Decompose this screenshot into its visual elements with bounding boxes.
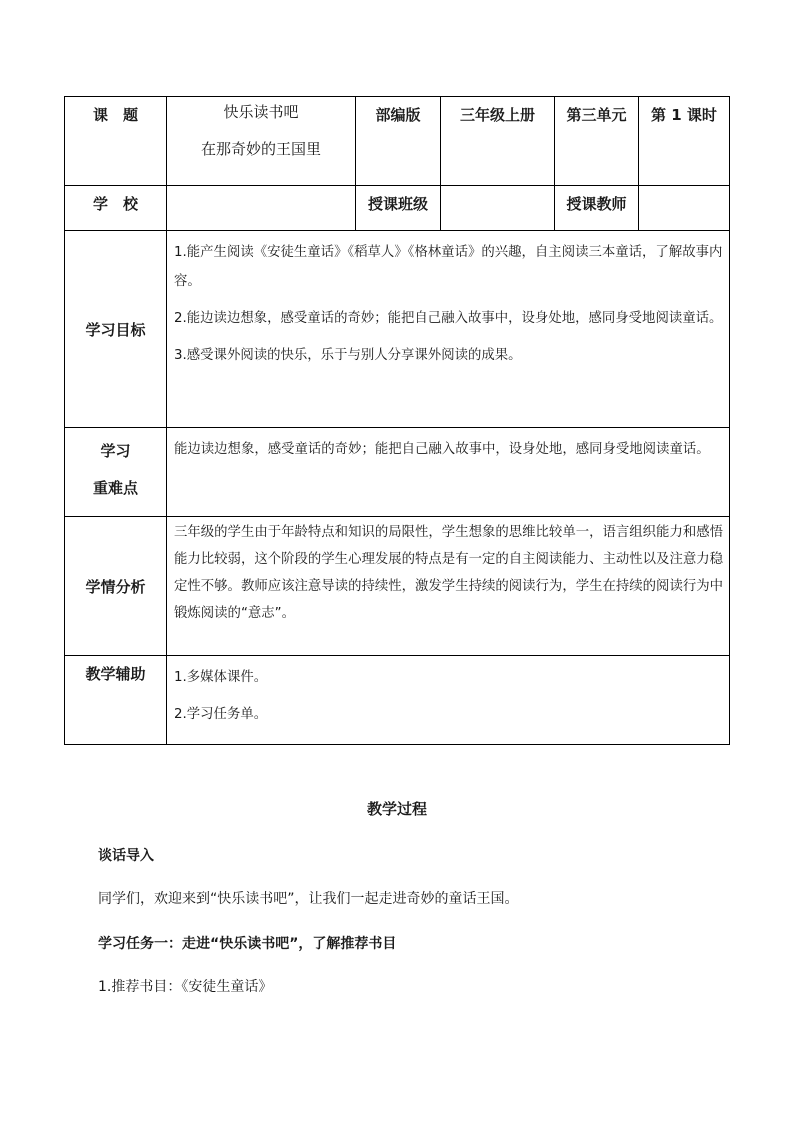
analysis-label: 学情分析 <box>65 517 167 656</box>
class-label: 授课班级 <box>356 186 441 231</box>
aids-content <box>167 656 730 745</box>
intro-text: 同学们，欢迎来到“快乐读书吧”，让我们一起走进奇妙的童话王国。 <box>98 891 519 907</box>
header-row <box>65 97 730 186</box>
unit-cell: 第三单元 <box>555 97 639 186</box>
keypoints-row <box>65 428 730 517</box>
aid-item: 2.学习任务单。 <box>174 707 268 722</box>
course-title <box>167 97 356 186</box>
lesson-plan-table <box>64 96 730 745</box>
teacher-label: 授课教师 <box>555 186 639 231</box>
keypoints-content: 能边读边想象，感受童话的奇妙；能把自己融入故事中，设身处地，感同身受地阅读童话。 <box>167 428 730 517</box>
goals-row <box>65 231 730 428</box>
keypoints-label <box>65 428 167 517</box>
school-label: 学 校 <box>65 186 167 231</box>
teacher-value <box>639 186 730 231</box>
course-label: 课 题 <box>65 97 167 186</box>
analysis-content: 三年级的学生由于年龄特点和知识的局限性，学生想象的思维比较单一，语言组织能力和感悟能力比较弱，这个阶段的学生心理发展的特点是有一定的自主阅读能力、主动性以及注意力稳定性不够。教师应该注意导读的持续性，激发学生持续的阅读行为，学生在持续的阅读行为中锻炼阅读的“意志”。 <box>167 517 730 656</box>
course-title-line1: 快乐读书吧 <box>223 103 299 121</box>
goal-item: 2.能边读边想象，感受童话的奇妙；能把自己融入故事中，设身处地，感同身受地阅读童话。 <box>174 311 723 326</box>
aids-row <box>65 656 730 745</box>
course-title-line2: 在那奇妙的王国里 <box>200 140 321 158</box>
task1-item: 1.推荐书目：《安徒生童话》 <box>98 979 273 995</box>
aid-item: 1.多媒体课件。 <box>174 670 268 685</box>
edition-cell: 部编版 <box>356 97 441 186</box>
class-value <box>441 186 555 231</box>
school-value <box>167 186 356 231</box>
task1-heading: 学习任务一：走进“快乐读书吧”，了解推荐书目 <box>98 936 397 952</box>
goal-item: 3.感受课外阅读的快乐，乐于与别人分享课外阅读的成果。 <box>174 348 522 363</box>
goals-label: 学习目标 <box>65 231 167 428</box>
goals-content <box>167 231 730 428</box>
process-title: 教学过程 <box>366 800 427 818</box>
keypoints-label-line1: 学习 <box>100 442 131 460</box>
analysis-row <box>65 517 730 656</box>
aids-label: 教学辅助 <box>65 656 167 745</box>
intro-heading: 谈话导入 <box>98 848 154 864</box>
grade-cell: 三年级上册 <box>441 97 555 186</box>
keypoints-label-line2: 重难点 <box>92 479 138 497</box>
school-row <box>65 186 730 231</box>
goal-item: 1.能产生阅读《安徒生童话》《稻草人》《格林童话》的兴趣，自主阅读三本童话，了解故事内容。 <box>174 245 723 289</box>
lesson-cell: 第 1 课时 <box>639 97 730 186</box>
